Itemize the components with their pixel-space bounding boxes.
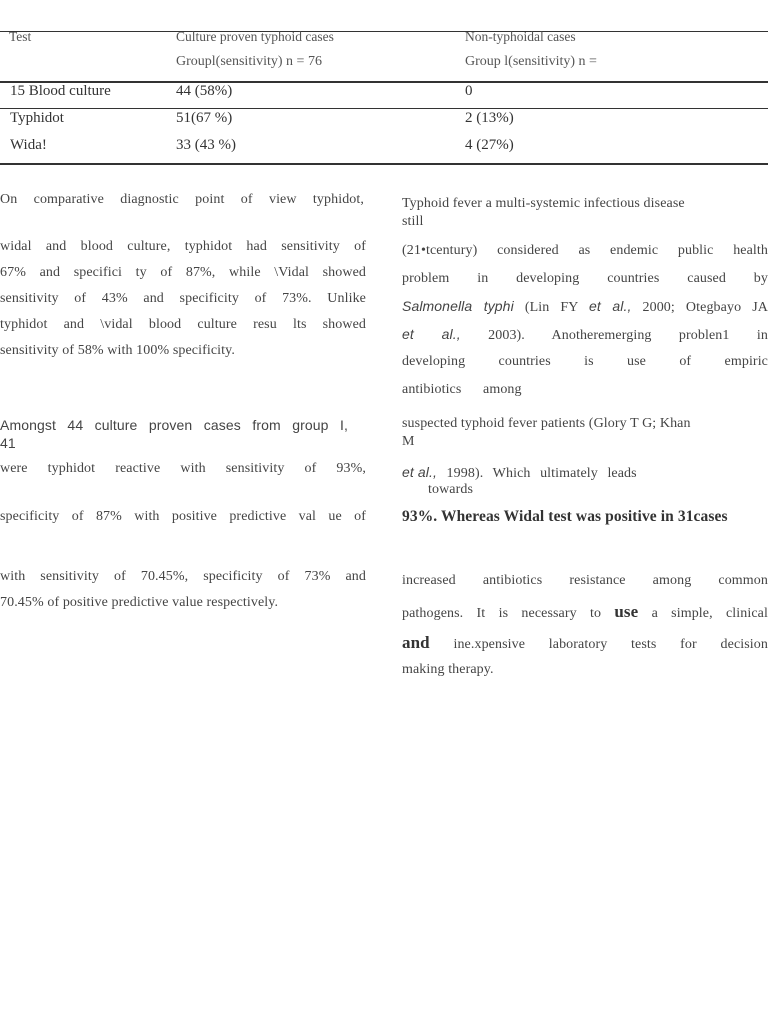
right-line13 [402, 633, 768, 653]
left-p2-line3: were typhidot reactive with sensitivity of 93%, [0, 461, 366, 476]
right-line14: making therapy. [402, 662, 494, 677]
left-p1-line6: sensitivity of 58% with 100% specificity. [0, 343, 235, 358]
header-non-line2: Group l(sensitivity) n = [465, 54, 597, 69]
right-line2: (21•tcentury) considered as endemic public health [402, 243, 768, 258]
header-culture-line2: Groupl(sensitivity) n = 76 [176, 54, 322, 69]
right-line9b: towards [428, 482, 474, 497]
right-line12 [402, 602, 768, 622]
right-line10-bold: 93%. Whereas Widal test was positive in 31cases [402, 508, 728, 525]
left-p1-line5: typhidot and \vidal blood culture resu lts showed [0, 317, 366, 332]
row-widal-test: Wida! [10, 137, 47, 153]
left-p2-line5: with sensitivity of 70.45%, specificity of 73% and [0, 569, 366, 584]
row-widal-non: 4 (27%) [465, 137, 514, 153]
right-line1b: still [402, 214, 424, 229]
left-p1-line3: 67% and specifici ty of 87%, while \Vidal showed [0, 265, 366, 280]
right-line3: problem in developing countries caused by [402, 271, 768, 286]
left-p2-line6: 70.45% of positive predictive value respectively. [0, 595, 279, 610]
left-p2-line4: specificity of 87% with positive predictive val ue of [0, 509, 366, 524]
left-p1-line1: On comparative diagnostic point of view typhidot, [0, 192, 364, 207]
row-blood-non: 0 [465, 83, 473, 99]
right-line5-text: 2003). Anotheremerging problen1 in [460, 328, 768, 343]
right-line11: increased antibiotics resistance among common [402, 573, 768, 588]
right-line7: antibiotics among [402, 382, 522, 397]
species-name: Salmonella typhi [402, 298, 514, 314]
right-line4 [402, 298, 768, 316]
row-typhidot-non: 2 (13%) [465, 110, 514, 126]
right-line5 [402, 326, 768, 344]
word-use: use [614, 602, 639, 621]
header-culture-line1: Culture proven typhoid cases [176, 29, 334, 44]
word-and: and [402, 633, 430, 652]
right-line9 [402, 464, 700, 482]
et-al-1: et al., [589, 298, 632, 314]
left-p2-line2: 41 [0, 435, 16, 451]
row-widal-culture: 33 (43 %) [176, 137, 236, 153]
row-blood-culture: 44 (58%) [176, 83, 233, 99]
right-column [402, 0, 768, 1024]
right-line8b: M [402, 434, 415, 449]
right-line1: Typhoid fever a multi-systemic infectious disease [402, 196, 685, 211]
left-column [0, 0, 366, 1024]
right-line9-text: 1998). Which ultimately leads [436, 466, 637, 481]
right-line8: suspected typhoid fever patients (Glory T G; Khan [402, 416, 691, 431]
left-p2-line1: Amongst 44 culture proven cases from group I, [0, 417, 348, 433]
et-al-2: et al., [402, 326, 461, 342]
row-typhidot-test: Typhidot [10, 110, 64, 126]
right-line13-b: ine.xpensive laboratory tests for decision [429, 637, 768, 652]
row-typhidot-culture: 51(67 %) [176, 110, 233, 126]
left-p1-line2: widal and blood culture, typhidot had sensitivity of [0, 239, 366, 254]
et-al-3: et al., [402, 464, 437, 480]
header-non-line1: Non-typhoidal cases [465, 29, 576, 44]
citation-lin: (Lin FY [513, 300, 590, 315]
row-blood-test: 15 Blood culture [10, 83, 111, 99]
right-line12-b: a simple, clinical [638, 606, 768, 621]
right-line12-a: pathogens. It is necessary to [402, 606, 615, 621]
citation-otegbayo: 2000; Otegbayo JA [631, 300, 768, 315]
left-p1-line4: sensitivity of 43% and specificity of 73%. Unlike [0, 291, 366, 306]
right-line6: developing countries is use of empiric [402, 354, 768, 369]
header-test: Test [9, 29, 32, 44]
